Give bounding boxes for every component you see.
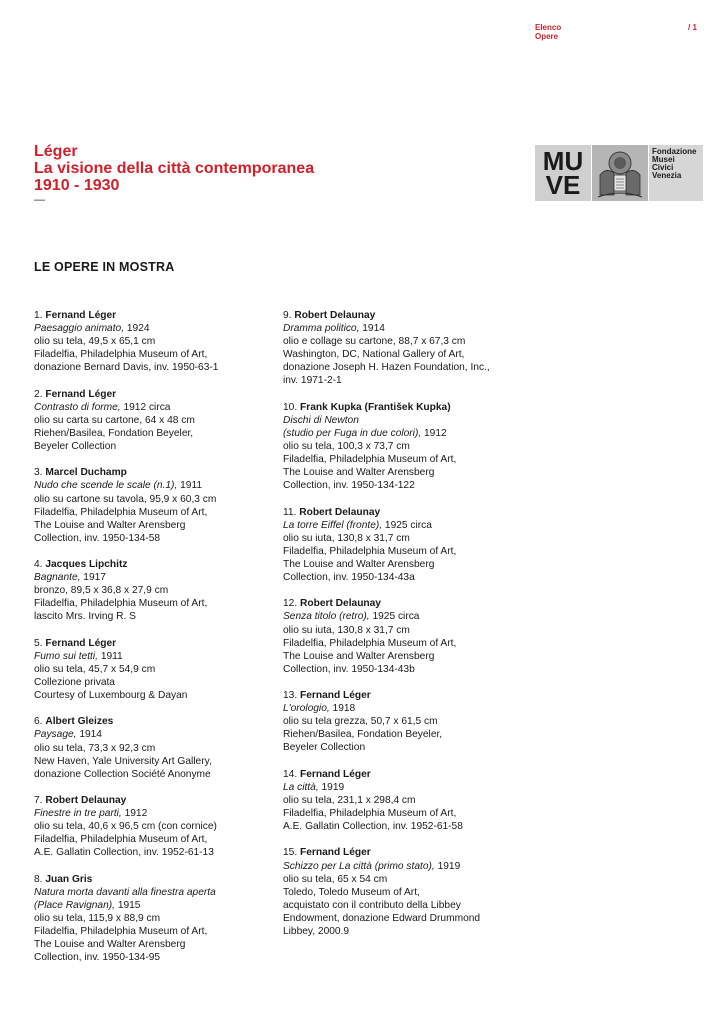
artwork-entry xyxy=(34,873,274,965)
artwork-heading xyxy=(283,846,523,859)
artwork-detail: Filadelfia, Philadelphia Museum of Art, xyxy=(34,349,208,361)
artwork-detail: The Louise and Walter Arensberg xyxy=(34,519,186,531)
artwork-title-line xyxy=(283,519,523,532)
works-column-left xyxy=(34,309,274,978)
artwork-date: 1919 xyxy=(434,860,461,872)
artwork-title-line xyxy=(283,414,523,427)
artwork-number: 2. xyxy=(34,388,43,400)
artist-name: Fernand Léger xyxy=(300,690,371,702)
artwork-detail: donazione Collection Société Anonyme xyxy=(34,768,211,780)
artwork-detail: olio su tela, 49,5 x 65,1 cm xyxy=(34,336,156,348)
artwork-date: 1914 xyxy=(359,323,385,335)
foundation-name xyxy=(649,145,703,201)
artwork-entry xyxy=(34,466,274,545)
artwork-number: 10. xyxy=(283,401,298,413)
artwork-detail: olio su iuta, 130,8 x 31,7 cm xyxy=(283,624,410,636)
artwork-number: 9. xyxy=(283,310,292,321)
artwork-title-line xyxy=(34,322,274,335)
artwork-title: La torre Eiffel (fronte), xyxy=(283,519,383,531)
artwork-detail: Collection, inv. 1950-134-95 xyxy=(34,952,161,964)
artwork-entry xyxy=(283,309,523,388)
artwork-detail: donazione Bernard Davis, inv. 1950-63-1 xyxy=(34,362,219,374)
artwork-heading xyxy=(283,506,523,519)
artwork-title-line xyxy=(34,899,274,912)
artwork-title-line xyxy=(34,886,274,899)
artwork-detail: olio su cartone su tavola, 95,9 x 60,3 cm xyxy=(34,493,217,505)
artwork-detail: A.E. Gallatin Collection, inv. 1952-61-58 xyxy=(283,821,463,833)
artwork-entry xyxy=(283,401,523,493)
artwork-date: 1912 xyxy=(421,427,447,439)
artwork-entry xyxy=(283,689,523,754)
artist-name: Albert Gleizes xyxy=(45,716,114,728)
artwork-entry xyxy=(34,388,274,453)
foundation-name-line: Civici xyxy=(652,163,674,172)
artwork-entry xyxy=(34,794,274,859)
artwork-title: Dramma politico, xyxy=(283,323,360,335)
section-title: LE OPERE IN MOSTRA xyxy=(34,260,175,274)
artist-name: Fernand Léger xyxy=(45,637,117,649)
artwork-detail: olio su tela, 231,1 x 298,4 cm xyxy=(283,794,416,806)
artwork-heading xyxy=(34,637,274,650)
artwork-entry xyxy=(34,309,274,374)
artwork-detail: olio su carta su cartone, 64 x 48 cm xyxy=(34,414,195,426)
artwork-detail: Filadelfia, Philadelphia Museum of Art, xyxy=(283,808,457,820)
artwork-title-line xyxy=(283,322,523,335)
artwork-detail: olio su tela, 65 x 54 cm xyxy=(283,873,388,885)
artwork-heading xyxy=(34,309,274,322)
artwork-detail: Courtesy of Luxembourg & Dayan xyxy=(34,690,188,702)
muve-logo xyxy=(535,145,703,201)
artwork-number: 11. xyxy=(283,506,297,518)
header-label-line2: Opere xyxy=(535,32,559,41)
artwork-detail: bronzo, 89,5 x 36,8 x 27,9 cm xyxy=(34,585,169,597)
artwork-detail: Washington, DC, National Gallery of Art, xyxy=(283,349,465,361)
artwork-title-line xyxy=(283,427,523,440)
artwork-detail: Riehen/Basilea, Fondation Beyeler, xyxy=(34,427,194,439)
page-number: / 1 xyxy=(688,23,697,32)
artwork-detail: Filadelfia, Philadelphia Museum of Art, xyxy=(283,545,457,557)
artwork-title: Senza titolo (retro), xyxy=(283,611,370,623)
artwork-number: 3. xyxy=(34,467,43,479)
artwork-title: Finestre in tre parti, xyxy=(34,808,122,820)
artwork-number: 1. xyxy=(34,310,43,321)
artwork-title-line xyxy=(283,781,523,794)
artwork-detail: Beyeler Collection xyxy=(283,742,366,754)
artwork-detail: New Haven, Yale University Art Gallery, xyxy=(34,755,212,767)
artwork-title-line xyxy=(34,479,274,492)
artwork-detail: Toledo, Toledo Museum of Art, xyxy=(283,886,420,898)
artwork-number: 14. xyxy=(283,768,298,780)
artist-name: Fernand Léger xyxy=(300,847,371,859)
artwork-detail: olio su tela, 100,3 x 73,7 cm xyxy=(283,441,410,453)
artwork-detail: olio su tela, 40,6 x 96,5 cm (con cornice) xyxy=(34,821,217,833)
artwork-date: 1915 xyxy=(114,899,141,911)
artist-name: Fernand Léger xyxy=(300,768,371,780)
artwork-entry xyxy=(34,715,274,780)
artwork-detail: Filadelfia, Philadelphia Museum of Art, xyxy=(283,637,457,649)
artwork-title-line xyxy=(283,702,523,715)
artist-name: Fernand Léger xyxy=(45,310,117,321)
artwork-heading xyxy=(34,873,274,886)
artwork-title: La città, xyxy=(283,781,319,793)
lion-of-saint-mark-icon xyxy=(592,145,648,201)
artwork-title-line xyxy=(34,571,274,584)
artwork-date: 1919 xyxy=(318,781,345,793)
artwork-title: (Place Ravignan), xyxy=(34,899,115,911)
artwork-number: 8. xyxy=(34,873,43,885)
artist-name: Robert Delaunay xyxy=(294,310,376,321)
artist-name: Juan Gris xyxy=(45,873,93,885)
artwork-detail: lascito Mrs. Irving R. S xyxy=(34,611,136,623)
artwork-detail: olio su tela grezza, 50,7 x 61,5 cm xyxy=(283,716,438,728)
artwork-number: 5. xyxy=(34,637,43,649)
artwork-entry xyxy=(34,637,274,702)
artwork-detail: acquistato con il contributo della Libbey xyxy=(283,899,461,911)
artwork-entry xyxy=(283,506,523,585)
artwork-title: (studio per Fuga in due colori), xyxy=(283,427,422,439)
header-label-line1: Elenco xyxy=(535,23,562,32)
artwork-date: 1918 xyxy=(329,703,356,715)
foundation-name-line: Venezia xyxy=(652,171,682,180)
artwork-detail: olio su tela, 115,9 x 88,9 cm xyxy=(34,912,161,924)
artwork-detail: Filadelfia, Philadelphia Museum of Art, xyxy=(283,454,457,466)
artist-name: Robert Delaunay xyxy=(45,795,127,807)
artwork-detail: Beyeler Collection xyxy=(34,441,117,453)
artwork-heading xyxy=(283,768,523,781)
artwork-detail: inv. 1971-2-1 xyxy=(283,375,342,387)
artwork-title-line xyxy=(34,807,274,820)
artwork-number: 7. xyxy=(34,795,43,807)
artwork-detail: Collection, inv. 1950-134-43b xyxy=(283,663,415,675)
artwork-detail: Filadelfia, Philadelphia Museum of Art, xyxy=(34,834,208,846)
artist-name: Marcel Duchamp xyxy=(45,467,127,479)
artist-name: Fernand Léger xyxy=(45,388,117,400)
artwork-detail: Filadelfia, Philadelphia Museum of Art, xyxy=(34,926,208,938)
title-line3: 1910 - 1930 xyxy=(34,177,120,194)
header-label xyxy=(535,23,561,41)
artwork-date: 1911 xyxy=(97,650,123,662)
artwork-title: Paesaggio animato, xyxy=(34,323,125,335)
artwork-heading xyxy=(283,689,523,702)
foundation-name-line: Musei xyxy=(652,155,675,164)
artwork-detail: Collezione privata xyxy=(34,677,115,688)
title-dash: — xyxy=(34,194,45,206)
muve-wordmark-line1: MU xyxy=(542,146,584,176)
artist-name: Robert Delaunay xyxy=(299,506,381,518)
artwork-title: Schizzo per La città (primo stato), xyxy=(283,860,435,872)
artwork-title-line xyxy=(34,728,274,741)
artwork-title: Contrasto di forme, xyxy=(34,401,121,413)
artwork-detail: olio e collage su cartone, 88,7 x 67,3 cm xyxy=(283,336,466,348)
artwork-detail: Libbey, 2000.9 xyxy=(283,925,350,937)
artwork-title: L'orologio, xyxy=(283,703,330,715)
artwork-date: 1912 xyxy=(121,808,148,820)
title-line1: Léger xyxy=(34,143,78,160)
artwork-heading xyxy=(283,401,523,414)
artwork-detail: Endowment, donazione Edward Drummond xyxy=(283,912,481,924)
artwork-heading xyxy=(34,715,274,728)
artwork-detail: Collection, inv. 1950-134-58 xyxy=(34,532,161,544)
artwork-detail: A.E. Gallatin Collection, inv. 1952-61-13 xyxy=(34,847,214,859)
artwork-heading xyxy=(34,794,274,807)
artwork-detail: The Louise and Walter Arensberg xyxy=(283,558,435,570)
foundation-name-line: Fondazione xyxy=(652,147,697,156)
artwork-number: 6. xyxy=(34,716,43,728)
title-line2: La visione della città contemporanea xyxy=(34,160,315,177)
artwork-detail: The Louise and Walter Arensberg xyxy=(283,650,435,662)
artwork-heading xyxy=(283,309,523,322)
artwork-title: Dischi di Newton xyxy=(283,414,359,426)
artwork-heading xyxy=(34,558,274,571)
artwork-detail: olio su tela, 73,3 x 92,3 cm xyxy=(34,742,156,754)
artist-name: Frank Kupka (František Kupka) xyxy=(300,401,451,413)
artwork-entry xyxy=(283,846,523,938)
artwork-detail: olio su tela, 45,7 x 54,9 cm xyxy=(34,663,156,675)
artwork-number: 12. xyxy=(283,598,298,610)
artwork-title: Nudo che scende le scale (n.1), xyxy=(34,480,178,492)
artwork-entry xyxy=(283,768,523,833)
artist-name: Robert Delaunay xyxy=(300,598,381,610)
artwork-detail: The Louise and Walter Arensberg xyxy=(34,939,186,951)
artwork-detail: Collection, inv. 1950-134-122 xyxy=(283,480,415,492)
muve-wordmark xyxy=(535,145,591,201)
artwork-heading xyxy=(34,466,274,479)
artwork-date: 1914 xyxy=(76,729,102,741)
artwork-title: Bagnante, xyxy=(34,572,81,584)
muve-wordmark-line2: VE xyxy=(545,170,581,200)
artwork-entry xyxy=(34,558,274,623)
artwork-entry xyxy=(283,597,523,676)
artwork-title: Fumo sui tetti, xyxy=(34,650,98,662)
artwork-date: 1925 circa xyxy=(369,611,420,623)
artwork-heading xyxy=(283,597,523,610)
artwork-detail: The Louise and Walter Arensberg xyxy=(283,467,435,479)
artwork-heading xyxy=(34,388,274,401)
artwork-title: Paysage, xyxy=(34,729,77,741)
artwork-number: 13. xyxy=(283,690,298,702)
artwork-title-line xyxy=(283,610,523,623)
artwork-date: 1925 circa xyxy=(382,519,432,531)
artwork-title-line xyxy=(283,860,523,873)
artwork-detail: Riehen/Basilea, Fondation Beyeler, xyxy=(283,729,443,741)
artwork-number: 15. xyxy=(283,847,298,859)
artwork-detail: Filadelfia, Philadelphia Museum of Art, xyxy=(34,598,208,610)
artwork-number: 4. xyxy=(34,559,43,571)
artwork-date: 1924 xyxy=(124,323,150,335)
artwork-title-line xyxy=(34,650,274,663)
artwork-detail: donazione Joseph H. Hazen Foundation, Inc., xyxy=(283,362,490,374)
artwork-date: 1917 xyxy=(80,572,106,584)
artwork-detail: olio su iuta, 130,8 x 31,7 cm xyxy=(283,532,410,544)
artwork-date: 1912 circa xyxy=(120,401,171,413)
artwork-detail: Collection, inv. 1950-134-43a xyxy=(283,572,415,584)
artwork-title: Natura morta davanti alla finestra aperta xyxy=(34,886,216,898)
artwork-title-line xyxy=(34,401,274,414)
document-title xyxy=(34,143,314,194)
works-column-right xyxy=(283,309,523,951)
artist-name: Jacques Lipchitz xyxy=(45,559,128,571)
artwork-date: 1911 xyxy=(177,480,203,492)
artwork-detail: Filadelfia, Philadelphia Museum of Art, xyxy=(34,506,208,518)
